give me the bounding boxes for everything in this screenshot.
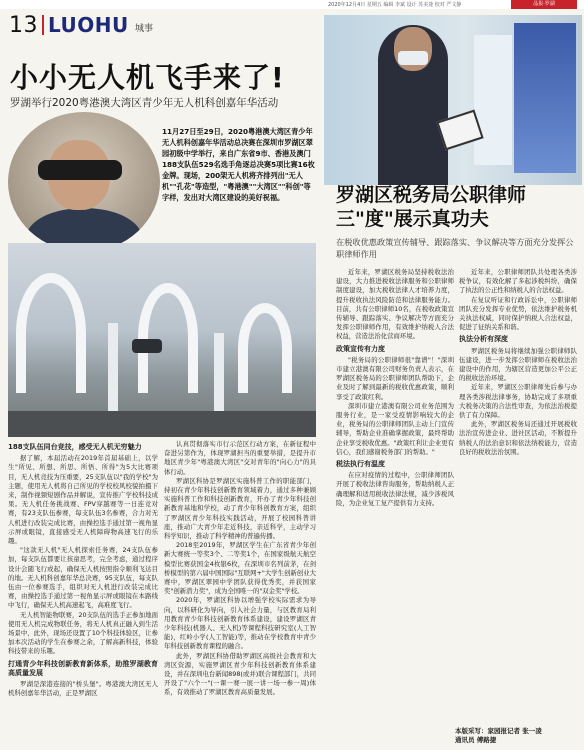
top-info-bar: [0, 0, 584, 9]
paragraph: 在应对疫情的过程中，公职律师团队开展了税收法律咨询服务，帮助纳税人正确理解和适用税收法律法规，减少涉税风险，为企业复工复产提供有力支持。: [336, 471, 454, 507]
paragraph: 此外，罗湖区科协借助罗湖区高级社会教育和大湾区资源，实施罗湖区青少年科技创新教育体系建设，并在深圳电台新闻898(或并)联合课程部门，共同开设了"六个一"(一课一赛一展一讲一场一参一周)体系，有效推动了罗湖区教育高质量发展。: [164, 651, 316, 697]
boy-with-goggles-photo: [8, 112, 160, 252]
tax-lawyer-photo: [324, 15, 582, 185]
fpv-goggles: [38, 160, 122, 180]
section-name: 城事: [135, 24, 154, 34]
paragraph: 在复议听证和行政诉讼中，公职律师团队充分发挥专业优势，依法维护税务机关执法权威，同时保护纳税人合法权益，促进了征纳关系和谐。: [459, 295, 577, 332]
paragraph: 无人机智能物联赛，20支队伍的选手正参加地面使用无人机完成物联任务，将无人机真正融入到生活场景中，此外，现场还设置了10个科技体验区，让参加本次活动的学生在参赛之余，了解高新科技，体验科技带来的乐趣。: [8, 610, 158, 656]
page-number: 13: [9, 13, 38, 38]
paragraph: 2018至2019年，罗湖区学生在广东省青少年创新大赛统一等奖3个、二等奖1个，在国家级航天航空模型比赛获国金4枚银6枚，在深圳市名列前茅，在剑桥模型的第六届中国国际"互联网+"大学生创新创业大赛中，罗湖区翠园中学团队获得优秀奖，并获国家奖"创新潜力奖"，成为全国唯一的"双金奖"学校。: [164, 541, 316, 596]
drone-icon: [132, 339, 162, 353]
course-arch-center: [138, 283, 198, 393]
masthead-divider: [42, 15, 44, 35]
column-subheading: 政策宣传有力度: [336, 344, 385, 353]
paragraph: "这款无人机"无人机探索任务赛，24支队伍参加，每支队伍都要让孩童思考，完全考虑，通过程序设计会随飞行或起，确保无人机按照指令顺利飞达目的地。无人机科创嘉年华总决赛，95支队伍，每支队伍由一位参赛选手，组织对无人机进行改装完成比赛，由操控选手通过第一视角显示屏或眼镜在本路线中飞行，确保无人机高速起飞，高难度飞行。: [8, 546, 158, 610]
left-column-1: [8, 440, 158, 698]
byline: [455, 727, 542, 745]
paragraph: 罗湖区科协是罗湖区实施科普工作的职能部门，持初在青少年科技创新教育领域着力，通过多种兼顾实施科普工作和科技创新教育，开办了青少年科技创新教育基地和学校，动了青少年科创教育方案，组织了罗湖区青少年科技实践活动，开展了校园科普讲座，推动广大青少年走近科技，亲近科学，主动学习科学知识，推动了科学精神的普遍传播。: [164, 476, 316, 541]
left-headline: 小小无人机飞手来了!: [10, 61, 285, 94]
course-arch-left: [16, 273, 86, 393]
paragraph: 深圳市建立港澳有限公司业务范围为服务行业，是一家受疫情影响较大的企业，税务局的公职律师团队主动上门宣传辅导，帮助企业准确掌握政策，最终帮助企业享受税收优惠。"政策红利让企业更有信心，我们感谢税务部门的帮助。": [336, 401, 454, 456]
paragraph: 2020年，罗湖区科协以增强学校实际需求为导向，以科研化为导向，引入社会力量，与区教育局利用教育青少年科技创新教育体系建设，建设罗湖区青少年科技(机器人、无人机)等课程科技研究室(人工智能)，红岭小学(人工智能)等，推动在学校教育中青少年科技创新教育课程的融合。: [164, 596, 316, 651]
paragraph: 近年来，罗湖区公职律师先后参与办理各类涉税法律事务，协助完成了多项重大税务决策的合法性审查，为依法治税提供了有力保障。: [459, 383, 577, 420]
face-mask: [398, 51, 428, 65]
brand-name: LUOHU: [48, 13, 129, 37]
section-tag: 晶报·罗湖: [511, 0, 577, 9]
course-arch-right: [238, 303, 292, 393]
display-panel: [474, 35, 512, 165]
right-headline: 罗湖区税务局公职律师三"度"展示真功夫: [336, 184, 527, 230]
course-post: [108, 323, 118, 413]
paragraph: 罗湖区税务局将继续加强公职律师队伍建设，进一步发挥公职律师在税收法治建设中的作用，为辖区营造更加公平公正的税收法治环境。: [459, 346, 577, 383]
paragraph: 近年来，公职律师团队共处理各类涉税争议，有效化解了多起涉税纠纷，确保了执法的公正性和纳税人的合法权益。: [459, 268, 577, 295]
drone-course-photo: [8, 243, 316, 437]
byline-line: 本版采写：家园报记者 张一凌: [455, 727, 542, 735]
right-column-2: [459, 268, 577, 457]
paragraph: 近年来，罗湖区税务局坚持税收法治建设，大力推进税收法律服务和公职律师制度建设，加大税收法律人才培养力度，提升税收执法风险防范和法律服务能力。目前，共有公职律师10名，在税收政策宣传辅导、跟踪落实、争议解决等方面充分发挥公职律师作用，有效维护纳税人合法权益，营造法治化营商环境。: [336, 268, 454, 341]
left-lead-paragraph: 11月27日至29日，2020粤港澳大湾区青少年无人机科创嘉年华活动总决赛在深圳市罗湖区翠园初级中学举行，来自广东省9市、香港及澳门188支队伍529名选手角逐总决赛5项比赛16枚金牌。现场，200架无人机将齐排列出"无人机""孔花"等造型，"粤港澳""大湾区""科创"等字样，发出对大湾区建设的美好祝福。: [162, 127, 315, 202]
lawyer-figure: [378, 25, 448, 185]
column-subheading: 188支队伍同台竞技，感受无人机无穷魅力: [8, 443, 142, 451]
paragraph: 罗湖是深港连接的"桥头堡"。粤港澳大湾区无人机科创嘉年华活动，正是罗湖区: [8, 680, 158, 698]
paragraph: 认真贯彻落实市行示范区行动方案，在新征程中奋进另第作为，体现罗湖担当的重要举措，是提升市地区青少年"粤港澳大湾区"交对青年的"向心力"的具体行动。: [164, 440, 316, 476]
right-column-1: [336, 268, 454, 508]
paragraph: 此外，罗湖区税务局还通过开展税收法治宣传进企业、进社区活动，不断提升纳税人的法治意识和依法纳税能力，营造良好的税收法治氛围。: [459, 420, 577, 456]
paragraph: "税务局的公职律师很"靠谱"！"深圳市建立港澳有限公司财务负责人表示，在罗湖区税务局的公职律师团队帮助下，企业及时了解到最新的税收优惠政策，顺利享受了政策红利。: [336, 355, 454, 401]
byline-line: 通讯员 傅路捷: [455, 736, 497, 744]
exhibition-banner: [514, 23, 576, 173]
column-subheading: 执法分析有深度: [459, 335, 508, 344]
left-column-2: [164, 440, 316, 698]
audience-strip: [8, 411, 316, 437]
paragraph: 据了解，本届活动在2019年首届基础上，以学生"所见、所想、所思、所悟、所得"为5大比赛项目，无人机竞技为压重要，25支队伍以"我的学校"为主题，使用无人机将自己所见的学校校风校貌拍摄下来，制作视频短剧作品并解说，宣传推广学校科技成果。无人机任务挑战赛、FPV穿越赛等一日连竞对赛，有23支队伍参赛，每支队伍3名参赛，合力对无人机进行改装完成比赛，由操控选手通过第一视角显示屏或眼镜，直接感受无人机障碍物高速飞行的乐趣。: [8, 454, 158, 546]
course-post: [214, 333, 224, 413]
dateline: 2020年12月4日 星期五 编辑 李斌 设计 苏美逢 校对 严文静: [328, 2, 462, 8]
column-subheading: 税法执行有温度: [336, 460, 385, 469]
left-subhead: 罗湖举行2020粤港澳大湾区青少年无人机科创嘉年华活动: [10, 97, 279, 109]
column-subheading: 打通青少年科技创新教育新体系，助推罗湖教育高质量发展: [8, 659, 158, 677]
page-masthead: [9, 13, 129, 38]
right-subhead: 在税收优惠政策宣传辅导、跟踪落实、争议解决等方面充分发挥公职律师作用: [336, 237, 574, 259]
